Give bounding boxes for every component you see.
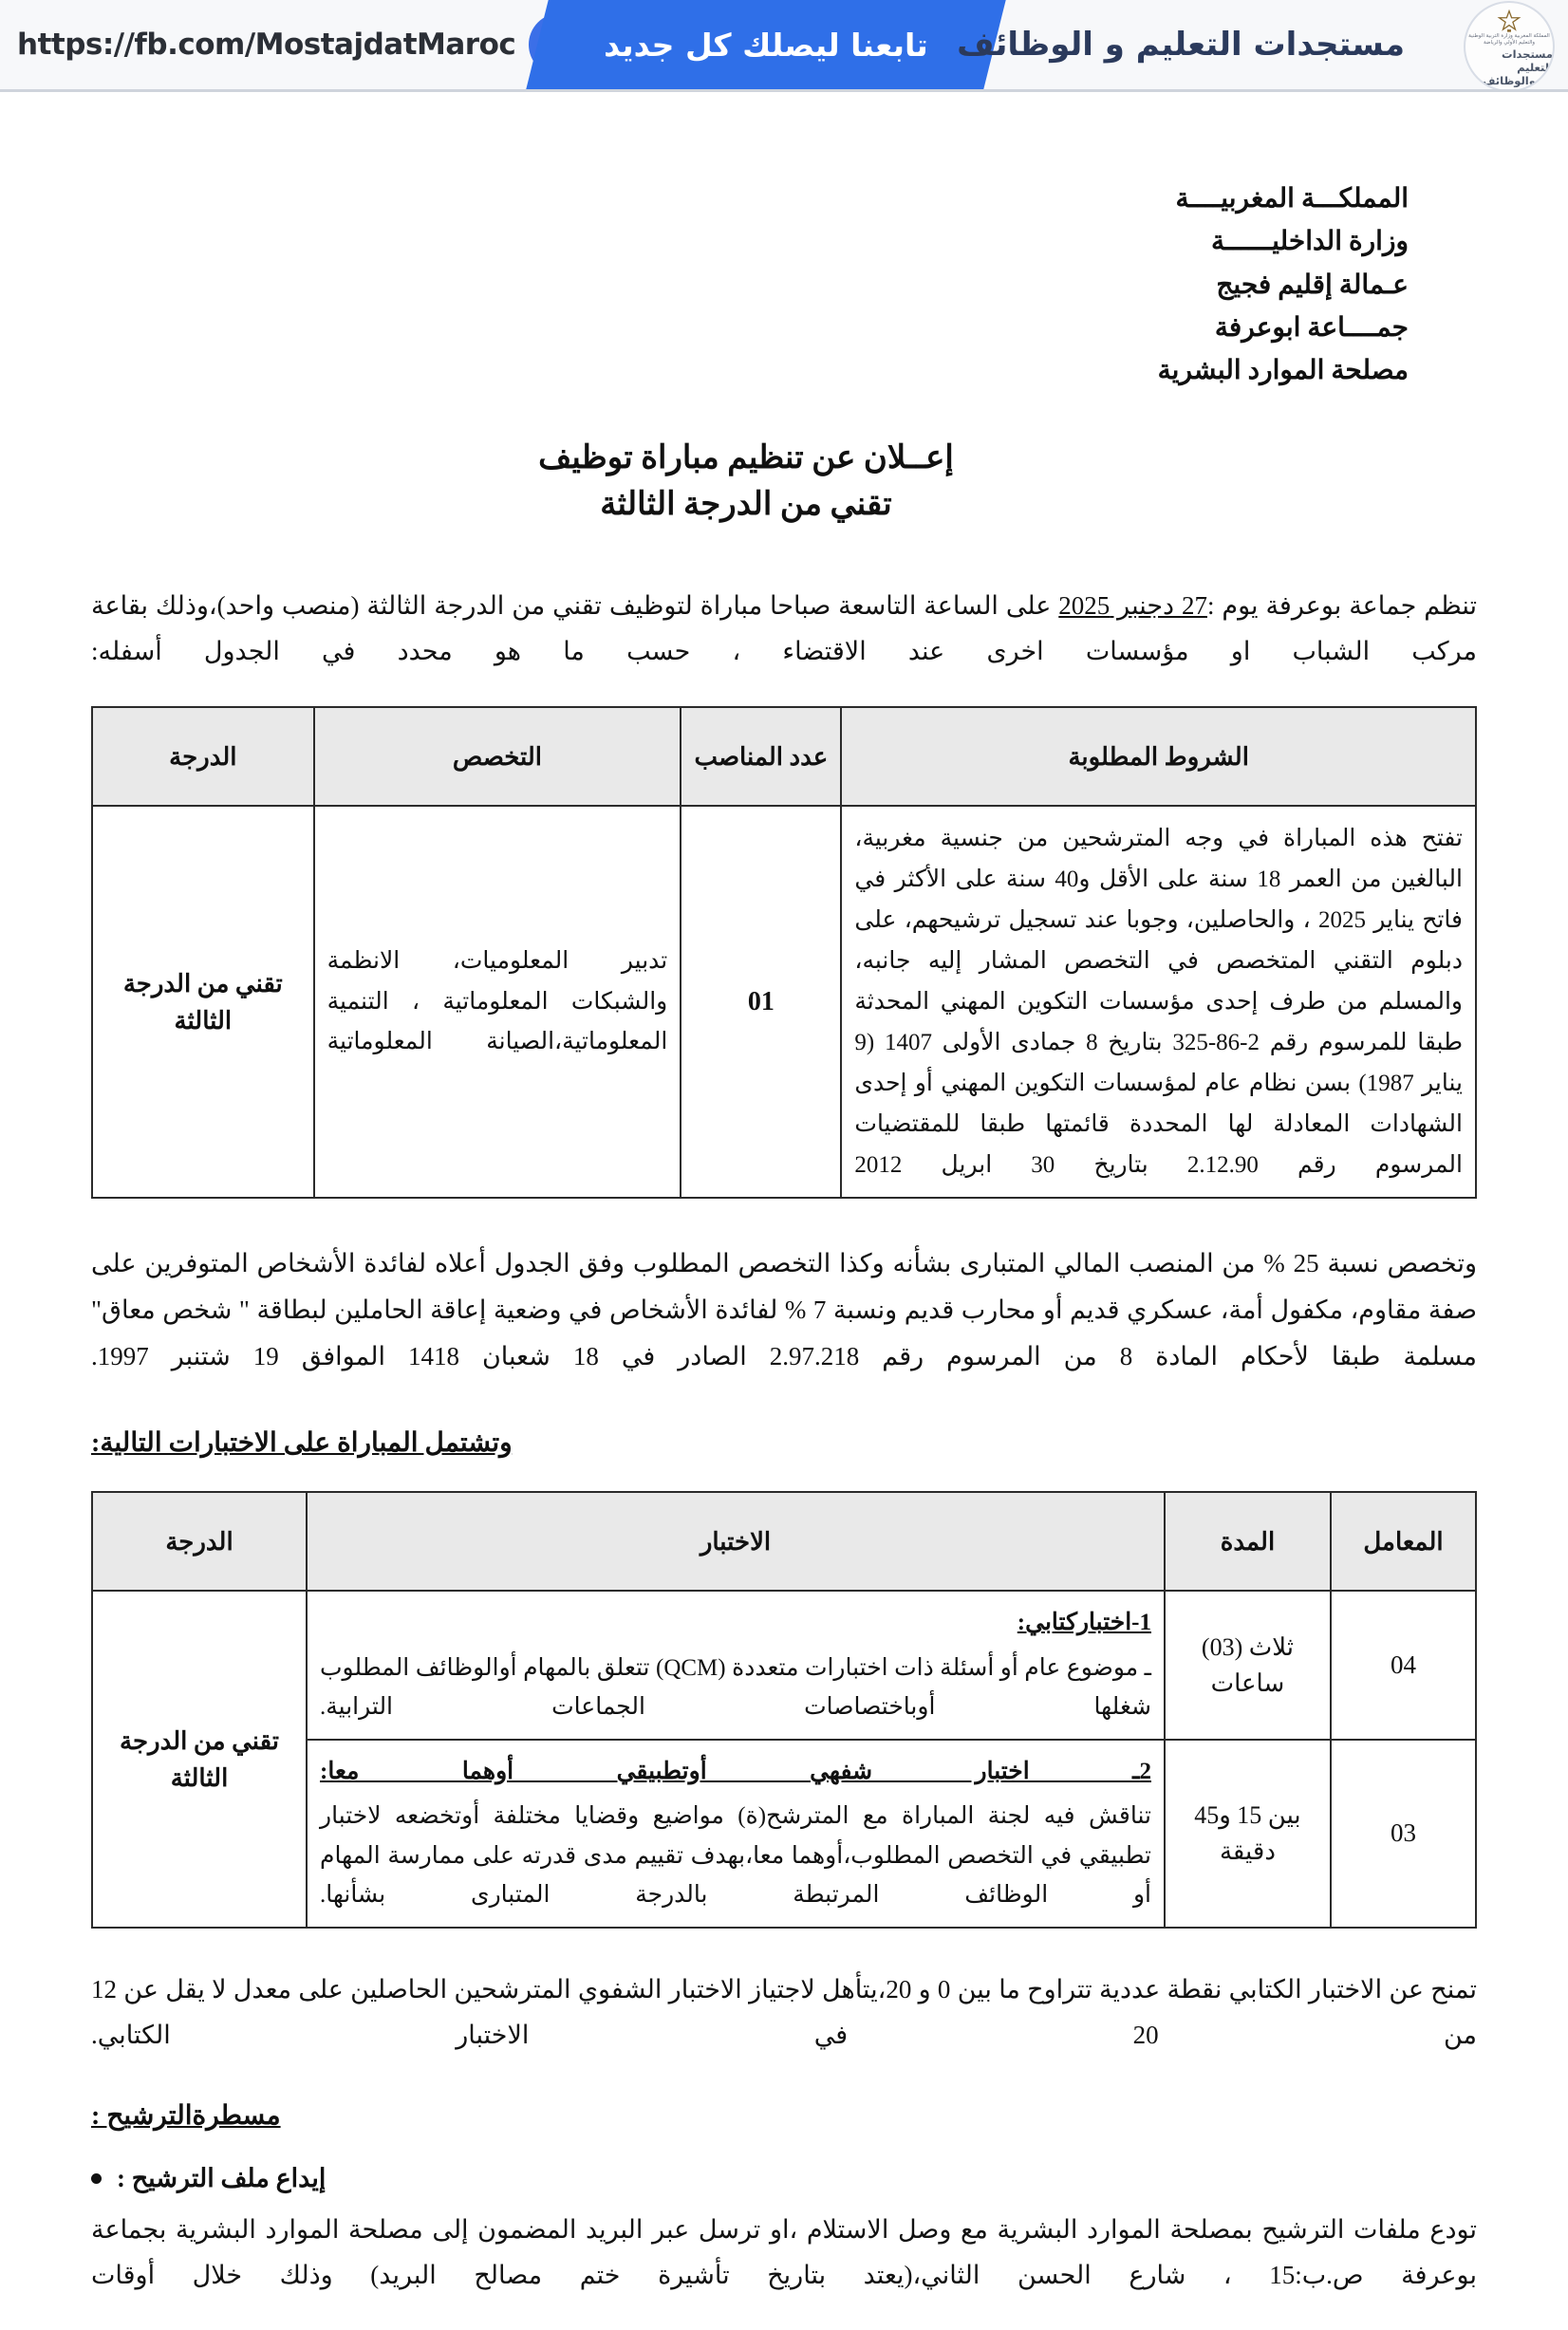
header-duration: المدة [1165, 1492, 1331, 1591]
letterhead-line-4: جمــــاعة ابوعرفة [1214, 313, 1409, 344]
cell-specialty: تدبير المعلوميات، الانظمة والشبكات المعلوماتية ، التنمية المعلوماتية،الصيانة المعلوماتية [314, 806, 681, 1198]
header-exam: الاختبار [307, 1492, 1165, 1591]
promo-banner [0, 0, 1568, 92]
table-header-row [92, 1492, 1476, 1591]
exams-section-heading-text: وتشتمل المباراة على الاختبارات التالية: [91, 1428, 513, 1459]
logo-line-1: مستجدات التعليم [1502, 47, 1553, 75]
deposit-paragraph: تودع ملفات الترشيح بمصلحة الموارد البشرية مع وصل الاستلام ،او ترسل عبر البريد المضمون إلى مصلحة الموارد البشرية بجماعة بوعرفة ص.ب:15 ، شارع الحسن الثاني،(يعتد بتاريخ تأشيرة ختم مصالح البريد) وذلك خلال أوقات [91, 2214, 1477, 2289]
page-title [91, 435, 1477, 529]
header-grade: الدرجة [92, 707, 314, 806]
site-logo [1464, 1, 1555, 92]
cell-coefficient: 03 [1331, 1740, 1476, 1928]
header-seats: عدد المناصب [681, 707, 841, 806]
intro-paragraph [91, 583, 1477, 674]
table-header-row [92, 707, 1476, 806]
letterhead-line-2: وزارة الداخليــــــة [1210, 227, 1409, 257]
cell-seats: 01 [681, 806, 841, 1198]
positions-table [91, 706, 1477, 1199]
page-title-line-2: تقني من الدرجة الثالثة [600, 487, 892, 523]
logo-emblem-caption: المملكة المغربية وزارة التربية الوطنية والتعليم الأولي والرياضة [1468, 32, 1550, 46]
morocco-emblem-icon [1497, 9, 1521, 33]
banner-cta-text: تابعنا ليصلك كل جديد [604, 26, 928, 64]
exams-section-heading [91, 1426, 1477, 1459]
page-title-line-1: إعــلان عن تنظيم مباراة توظيف [538, 439, 954, 475]
table-row [92, 806, 1476, 1198]
header-specialty: التخصص [314, 707, 681, 806]
exam-written-body: ـ موضوع عام أو أسئلة ذات اختبارات متعددة (QCM) تتعلق بالمهام أوالوظائف المطلوب شغلها أوباختصاصات الجماعات الترابية. [320, 1654, 1151, 1721]
cell-grade: تقني من الدرجة الثالثة [92, 806, 314, 1198]
scoring-paragraph: تمنح عن الاختبار الكتابي نقطة عددية تتراوح ما بين 0 و 20،يتأهل لاجتياز الاختبار الشفوي المترشحين الحاصلين على معدل لا يقل عن 12 من 20 في الاختبار الكتابي. [91, 1974, 1478, 2049]
cell-exam-oral [307, 1740, 1165, 1928]
announcement-date: 27 دجنبر 2025 [1058, 591, 1207, 621]
cell-exam-written [307, 1591, 1165, 1740]
header-coefficient: المعامل [1331, 1492, 1476, 1591]
deposit-bullet [91, 2164, 1477, 2193]
header-grade: الدرجة [92, 1492, 307, 1591]
deposit-bullet-label: إيداع ملف الترشيح : [117, 2163, 327, 2192]
facebook-link[interactable] [17, 8, 591, 82]
bullet-dot-icon [91, 2173, 102, 2184]
cell-conditions: تفتح هذه المباراة في وجه المترشحين من جنسية مغربية، البالغين من العمر 18 سنة على الأقل و40 سنة على الأكثر في فاتح يناير 2025 ، والحاصلين، وجوبا عند تسجيل ترشيحهم، على دبلوم التقني المتخصص في التخصص المشار إليه جانبه، والمسلم من طرف إحدى مؤسسات التكوين المهني المحدثة طبقا للمرسوم رقم 2-86-325 بتاريخ 8 جمادى الأولى 1407 (9 يناير 1987) بسن نظام عام لمؤسسات التكوين المهني أو إحدى الشهادات المعادلة لها المحددة قائمتها طبقا للمقتضيات المرسوم رقم 2.12.90 بتاريخ 30 ابريل 2012 [841, 806, 1476, 1198]
exam-oral-title: 2ـ اختبار شفهي أوتطبيقي أوهما معا: [320, 1758, 1151, 1784]
exam-written-title: 1-اختباركتابي: [1017, 1610, 1151, 1636]
intro-before-date: تنظم جماعة بوعرفة يوم : [1206, 591, 1477, 621]
banner-brand-text: مستجدات التعليم و الوظائف [957, 26, 1405, 64]
exam-oral-body: تناقش فيه لجنة المباراة مع المترشح(ة) مواضيع وقضايا مختلفة أوتخضعه لاختبار تطبيقي في التخصص المطلوب،أوهما معا،بهدف تقييم مدى قدرته على ممارسة المهام أو الوظائف المرتبطة بالدرجة المتبارى بشأنها. [320, 1803, 1151, 1909]
cell-coefficient: 04 [1331, 1591, 1476, 1740]
intro-after-date: على الساعة التاسعة صباحا مباراة لتوظيف تقني من الدرجة الثالثة (منصب واحد)،وذلك بقاعة مركب الشباب او مؤسسات اخرى عند الاقتضاء ، حسب ما هو محدد في الجدول أسفله: [91, 591, 1477, 666]
quota-paragraph: وتخصص نسبة 25 % من المنصب المالي المتبارى بشأنه وكذا التخصص المطلوب وفق الجدول أعلاه لفائدة الأشخاص المتوفرين على صفة مقاوم، مكفول أمة، عسكري قديم أو محارب قديم ونسبة 7 % لفائدة الأشخاص في وضعية إعاقة الحاملين لبطاقة " شخص معاق" مسلمة طبقا لأحكام المادة 8 من المرسوم رقم 2.97.218 الصادر في 18 شعبان 1418 الموافق 19 شتنبر 1997. [91, 1249, 1478, 1370]
cell-duration: ثلاث (03) ساعات [1165, 1591, 1331, 1740]
logo-line-2: والوظائف [1483, 74, 1536, 88]
letterhead [91, 177, 1477, 393]
letterhead-line-1: المملكـــة المغربيــــة [1175, 184, 1409, 214]
facebook-url-text: https://fb.com/MostajdatMaroc [17, 28, 516, 62]
procedure-heading [91, 2099, 1477, 2132]
cell-duration: بين 15 و45 دقيقة [1165, 1740, 1331, 1928]
letterhead-line-5: مصلحة الموارد البشرية [1157, 356, 1409, 386]
letterhead-line-3: عـمالة إقليم فجيج [1216, 270, 1409, 300]
document-page [0, 177, 1568, 2298]
procedure-heading-text: مسطرةالترشيح : [91, 2100, 281, 2131]
cell-exam-grade: تقني من الدرجة الثالثة [92, 1591, 307, 1928]
table-row [92, 1591, 1476, 1740]
exams-table [91, 1491, 1477, 1929]
header-conditions: الشروط المطلوبة [841, 707, 1476, 806]
